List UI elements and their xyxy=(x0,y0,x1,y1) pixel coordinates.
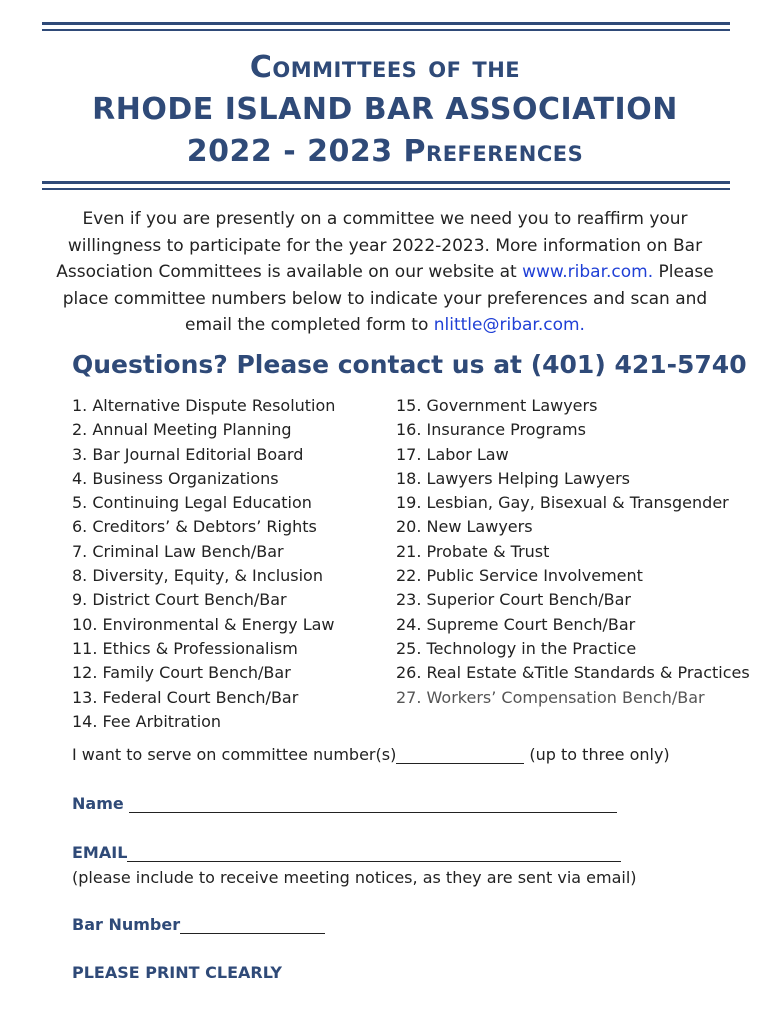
bar-number-line xyxy=(72,915,325,934)
bar-number-field[interactable] xyxy=(180,919,325,934)
committee-list-left xyxy=(72,394,335,734)
name-line xyxy=(72,794,617,813)
list-item: 15. Government Lawyers xyxy=(396,396,598,415)
title-line-3: 2022 - 2023 Preferences xyxy=(186,134,584,169)
list-item: 1. Alternative Dispute Resolution xyxy=(72,396,336,415)
list-item: 17. Labor Law xyxy=(396,444,509,464)
list-item: 19. Lesbian, Gay, Bisexual & Transgender xyxy=(396,493,729,513)
list-item: 25. Technology in the Practice xyxy=(396,638,637,658)
email-field[interactable] xyxy=(127,847,621,862)
list-item: 6. Creditors’ & Debtors’ Rights xyxy=(72,517,317,537)
list-item: 27. Workers’ Compensation Bench/Bar xyxy=(396,687,705,707)
list-item: 23. Superior Court Bench/Bar xyxy=(396,590,631,610)
print-clearly-note: PLEASE PRINT CLEARLY xyxy=(72,963,282,982)
email-label: EMAIL xyxy=(72,843,128,862)
list-item: 26. Real Estate &Title Standards & Practices xyxy=(396,663,750,683)
title-line-2: RHODE ISLAND BAR ASSOCIATION xyxy=(92,92,678,127)
serve-note: (up to three only) xyxy=(524,745,670,764)
serve-label: I want to serve on committee number(s) xyxy=(72,745,397,764)
questions-heading: Questions? Please contact us at (401) 421-5740 xyxy=(72,350,747,379)
list-item: 24. Supreme Court Bench/Bar xyxy=(396,614,636,634)
list-item: 3. Bar Journal Editorial Board xyxy=(72,444,304,464)
list-item: 2. Annual Meeting Planning xyxy=(72,420,292,440)
email-line xyxy=(72,843,621,862)
bottom-rule-2 xyxy=(42,188,730,190)
list-item: 7. Criminal Law Bench/Bar xyxy=(72,541,284,561)
serve-line xyxy=(72,745,670,764)
list-item: 11. Ethics & Professionalism xyxy=(72,638,298,658)
intro-paragraph xyxy=(40,206,730,339)
bar-number-label: Bar Number xyxy=(72,915,181,934)
committee-list-right xyxy=(396,394,750,710)
intro-text-2: Please place committee numbers below to indicate your preferences and scan and email the completed form to xyxy=(62,262,714,335)
list-item: 22. Public Service Involvement xyxy=(396,566,643,586)
email-note: (please include to receive meeting notices, as they are sent via email) xyxy=(72,868,637,887)
list-item: 18. Lawyers Helping Lawyers xyxy=(396,468,630,488)
list-item: 9. District Court Bench/Bar xyxy=(72,590,287,610)
intro-text-1: Even if you are presently on a committee we need you to reaffirm your willingness to participate for the year 2022-2023. More information on Bar Association Committees is available on our website at xyxy=(56,209,703,282)
list-item: 13. Federal Court Bench/Bar xyxy=(72,687,299,707)
committee-number-field[interactable] xyxy=(396,749,524,764)
top-rule-1 xyxy=(42,22,730,25)
list-item: 5. Continuing Legal Education xyxy=(72,493,312,513)
email-link[interactable]: nlittle@ribar.com. xyxy=(433,315,585,335)
list-item: 8. Diversity, Equity, & Inclusion xyxy=(72,566,323,586)
list-item: 16. Insurance Programs xyxy=(396,420,586,440)
website-link[interactable]: www.ribar.com. xyxy=(522,262,654,282)
name-label: Name xyxy=(72,794,130,813)
bottom-rule-1 xyxy=(42,181,730,184)
list-item: 10. Environmental & Energy Law xyxy=(72,614,335,634)
list-item: 21. Probate & Trust xyxy=(396,541,550,561)
top-rule-2 xyxy=(42,29,730,31)
title-line-1: Committees of the xyxy=(249,50,521,85)
list-item: 14. Fee Arbitration xyxy=(72,711,222,731)
list-item: 12. Family Court Bench/Bar xyxy=(72,663,291,683)
list-item: 4. Business Organizations xyxy=(72,468,279,488)
name-field[interactable] xyxy=(129,798,617,813)
list-item: 20. New Lawyers xyxy=(396,517,533,537)
